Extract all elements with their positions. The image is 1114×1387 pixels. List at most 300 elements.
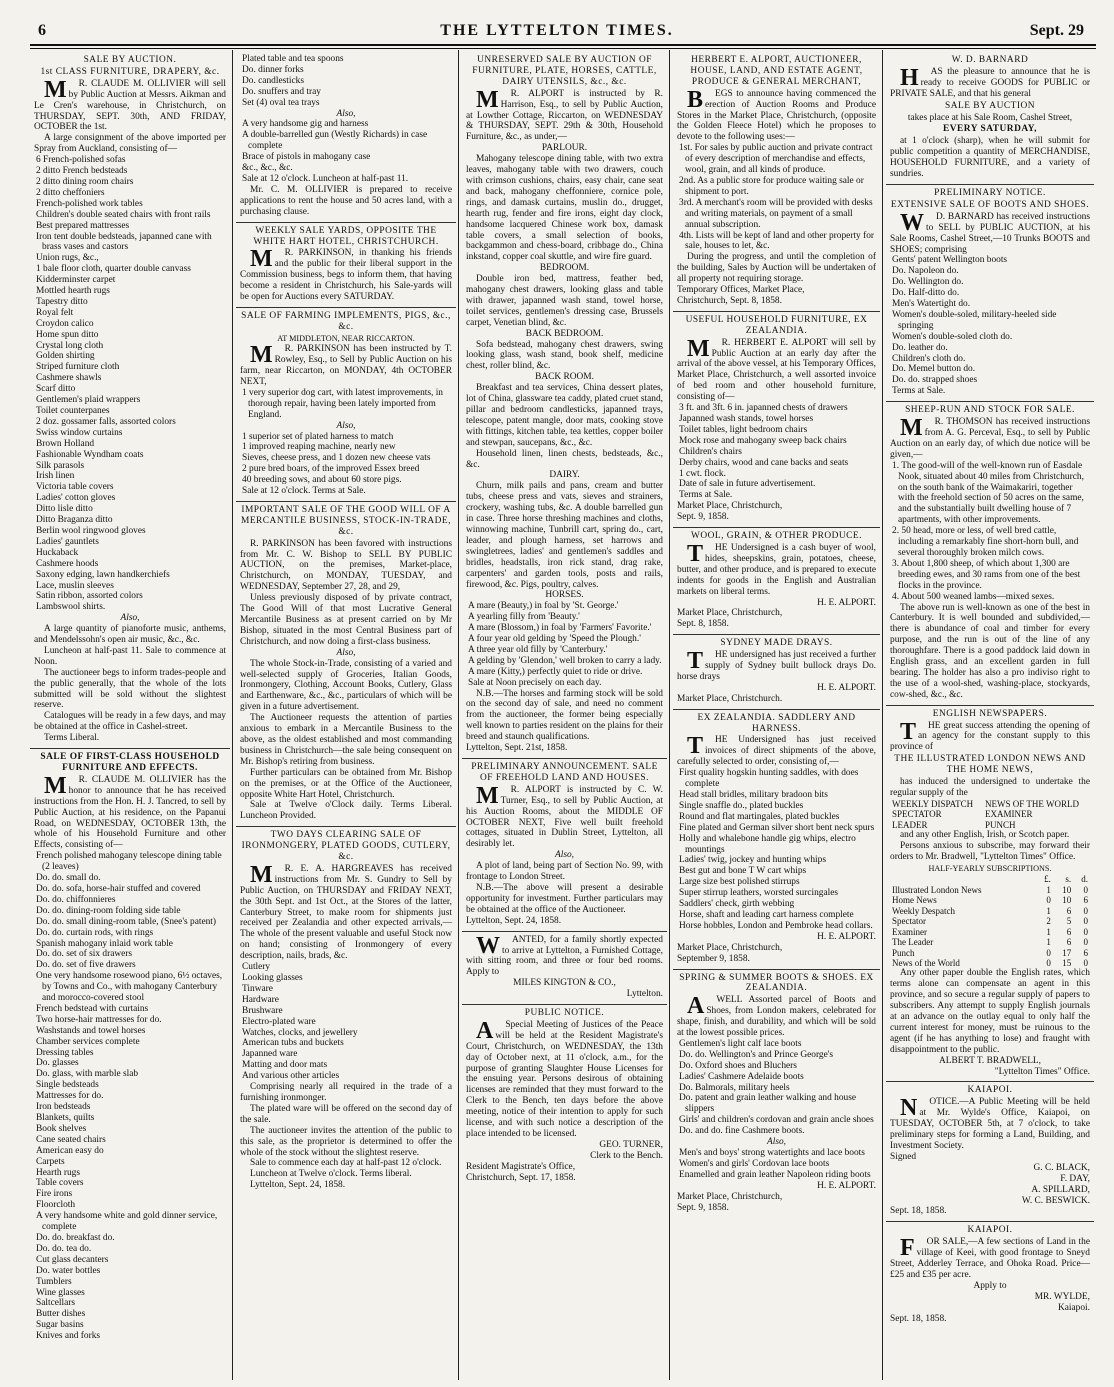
- list-item: And various other articles: [242, 1071, 340, 1082]
- page-number: 6: [38, 22, 46, 39]
- list-item: Golden shirting: [36, 351, 95, 362]
- list-item: Large size best polished stirrups: [679, 877, 800, 888]
- table-cell: 6: [1066, 926, 1072, 937]
- advert-body: R. THOMSON has received instructions from A. G. Perceval, Esq., to sell by Public Auction on an early day, of which due notice will be given,—: [890, 417, 1090, 460]
- advert-body: WELL Assorted parcel of Boots and Shoes, from London makers, celebrated for shape, finish, and durability, and which will be sold at the lowest possible prices.: [677, 995, 876, 1039]
- table-cell: 1: [1046, 926, 1051, 937]
- list-item: Do. Half-ditto do.: [892, 288, 960, 299]
- list-item: Hearth rugs: [36, 1167, 80, 1178]
- advert-body: EGS to announce having commenced the erection of Auction Rooms and Produce Stores in the Market Place, Christchurch, (opposite the Golden Fleece Hotel) which he proposes to devote to the following uses:—: [677, 88, 876, 143]
- list-item: G. C. BLACK,: [1033, 1162, 1090, 1173]
- list-item: 2 doz. gossamer falls, assorted colors: [36, 416, 176, 427]
- item-list: [240, 119, 452, 184]
- list-item: One very handsome rosewood piano, 6½ octaves, by Towns and Co., with mahogany Canterbury and morocco-covered stool: [36, 971, 223, 1004]
- advert-body: D. BARNARD has received instructions to SELL by PUBLIC AUCTION, at his Sale Rooms, Cashel Street,—10 Trunks BOOTS and SHOES; comprising: [890, 211, 1090, 255]
- list-item: Union rugs, &c.,: [36, 253, 99, 264]
- table-row: [890, 916, 1090, 926]
- advert-heading: SALE OF FIRST-CLASS HOUSEHOLD FURNITURE AND EFFECTS.: [40, 752, 220, 773]
- list-item: Mattresses for do.: [36, 1091, 104, 1102]
- list-item: French-polished work tables: [36, 198, 143, 209]
- advert-place: Market Place, Christchurch,: [677, 608, 783, 619]
- list-item: 3 ft. and 3ft. 6 in. japanned chests of drawers: [679, 403, 848, 414]
- list-item: Chamber services complete: [36, 1036, 140, 1047]
- advert-body: R. ALPORT is instructed by C. W. Turner, Esq., to sell by Public Auction, at his Auction Rooms, about the MIDDLE OF OCTOBER NEXT, Five well built freehold cottages, situated in Dublin Street, Lyttelton, all desirably let.: [466, 784, 663, 850]
- list-item: American tubs and buckets: [242, 1038, 344, 1049]
- advert-farming-implements: [236, 311, 456, 502]
- list-item: Brown Holland: [36, 438, 95, 449]
- section-heading: BEDROOM.: [539, 263, 590, 274]
- advert-heading: KAIAPOI.: [967, 1225, 1013, 1236]
- advert-kaiapoi-meeting: [886, 1085, 1094, 1222]
- advert-household-furniture: [673, 315, 880, 528]
- list-item: Mottled hearth rugs: [36, 286, 110, 297]
- list-item: Do. glass, with marble slab: [36, 1069, 139, 1080]
- advert-saddlery: [673, 713, 880, 970]
- table-cell: 0: [1083, 937, 1088, 948]
- table-cell: The Leader: [892, 937, 934, 948]
- list-item: Fine plated and German silver short bent neck spurs: [679, 822, 875, 833]
- list-item: Table covers: [36, 1178, 84, 1189]
- list-item: Berlin wool ringwood gloves: [36, 525, 146, 536]
- list-item: Brace of pistols in mahogany case: [242, 152, 371, 163]
- paragraph: Sale to commence each day at half-past 12 o'clock.: [250, 1158, 442, 1169]
- advert-place: Market Place, Christchurch,: [677, 942, 783, 953]
- drop-cap: M: [476, 86, 499, 113]
- advert-barnard: [886, 55, 1094, 185]
- list-item: Do. leather do.: [892, 342, 948, 353]
- list-item: Do. patent and grain leather walking and house slippers: [679, 1093, 857, 1115]
- item-list: [240, 432, 452, 497]
- table-cell: 1: [1046, 937, 1051, 948]
- list-item: Do. do. small dining-room table, (Snee's patent): [36, 916, 217, 927]
- list-item: Do. dinner forks: [242, 64, 304, 75]
- paragraph: Sale at Twelve o'Clock daily. Terms Liberal. Luncheon Provided.: [240, 800, 452, 822]
- table-cell: 6: [1066, 905, 1072, 916]
- item-list: [677, 1039, 876, 1137]
- column-divider: [232, 50, 233, 1380]
- list-item: Toilet counterpanes: [36, 406, 110, 416]
- advert-subheading: THE ILLUSTRATED LONDON NEWS AND THE HOME NEWS,: [894, 754, 1086, 776]
- advert-heading: TWO DAYS CLEARING SALE OF IRONMONGERY, PLATED GOODS, CUTLERY, &c.: [241, 830, 451, 863]
- drop-cap: M: [900, 415, 923, 442]
- list-item: Do. do. set of six drawers: [36, 949, 133, 960]
- column-divider: [669, 50, 670, 1380]
- table-cell: 10: [1062, 884, 1072, 895]
- drop-cap: M: [250, 246, 273, 273]
- list-item: 1. The good-will of the well-known run of Easdale Nook, situated about 40 miles from Christchurch, on the south bank of the Waimakariri, together with the freehold section of 50 acres on the same, and the substantially built dwelling house of 7 apartments, with other improvements.: [892, 460, 1084, 526]
- list-item: Wine glasses: [36, 1287, 85, 1298]
- drop-cap: T: [687, 733, 704, 760]
- list-item: Terms at Sale.: [679, 490, 733, 501]
- advert-heading: USEFUL HOUSEHOLD FURNITURE, EX ZEALANDIA.: [685, 314, 868, 336]
- list-item: Hardware: [242, 994, 279, 1005]
- table-row: [890, 927, 1090, 937]
- list-item: Saxony edging, lawn handkerchiefs: [36, 569, 170, 580]
- list-item: 1 bale floor cloth, quarter double canvass: [36, 264, 191, 275]
- advert-signature: MILES KINGTON & CO.,: [513, 978, 616, 989]
- list-item: Men's Watertight do.: [892, 299, 971, 310]
- item-list: [34, 155, 226, 613]
- list-item: Tapestry ditto: [36, 296, 88, 307]
- table-row: [890, 937, 1090, 947]
- list-item: Single snaffle do., plated buckles: [679, 800, 804, 811]
- section-heading: BACK BEDROOM.: [525, 328, 604, 339]
- list-item: 2 ditto cheffoniers: [36, 187, 105, 198]
- list-item: 2 pure bred boars, of the improved Essex breed: [242, 464, 420, 475]
- advert-body: During the progress, and until the completion of the building, Sales by Auction will be undertaken of all property not requiring storage.: [677, 252, 876, 285]
- list-item: Children's chairs: [679, 446, 742, 457]
- list-item: Spanish mahogany inlaid work table: [36, 938, 173, 949]
- table-row: [890, 906, 1090, 916]
- advert-sydney-drays: [673, 638, 880, 709]
- advert-date: Lyttelton, Sept. 24, 1858.: [466, 915, 562, 926]
- list-item: Japanned ware: [242, 1049, 298, 1060]
- advert-paragraphs: [240, 1082, 452, 1191]
- advert-date: Sept. 18, 1858.: [890, 1206, 947, 1217]
- table-cell: Weekly Despatch: [892, 905, 955, 916]
- item-list: [890, 461, 1090, 603]
- drop-cap: A: [687, 993, 705, 1020]
- paper-name: WEEKLY DISPATCH: [892, 798, 974, 809]
- list-item: 1 superior set of plated harness to match: [242, 431, 394, 442]
- list-item: Cutlery: [242, 962, 271, 973]
- table-cell: 5: [1066, 916, 1072, 927]
- advert-date: Christchurch, Sept. 17, 1858.: [466, 1172, 576, 1183]
- section-body: Household linen, linen chests, bedsteads, &c., &c.: [466, 448, 663, 470]
- drop-cap: W: [476, 932, 500, 959]
- list-item: Women's and girls' Cordovan lace boots: [679, 1158, 830, 1169]
- list-item: Do. do. breakfast do.: [36, 1232, 115, 1243]
- list-item: Terms at Sale.: [892, 386, 946, 397]
- drop-cap: M: [44, 772, 67, 799]
- column-divider: [882, 50, 883, 1380]
- column-4: [673, 54, 880, 1380]
- list-item: Do. do. curtain rods, with rings: [36, 927, 154, 938]
- advert-heading: SHEEP-RUN AND STOCK FOR SALE.: [905, 405, 1075, 416]
- advert-body: OR SALE,—A few sections of Land in the village of Keei, with good frontage to Sneyd Street, Adderley Terrace, and Ohoka Road. Price—£25 and £35 per acre.: [890, 1237, 1090, 1280]
- list-item: Watches, clocks, and jewellery: [242, 1027, 358, 1038]
- advert-body: Persons anxious to subscribe, may forward their orders to Mr. Bradwell, "Lyttelton Times" Office.: [890, 841, 1090, 863]
- item-list: [466, 601, 663, 688]
- list-item: American easy do: [36, 1145, 104, 1156]
- list-item: 1 very superior dog cart, with latest improvements, in thorough repair, having been lately imported from England.: [242, 387, 443, 420]
- advert-office: Resident Magistrate's Office,: [466, 1161, 576, 1172]
- list-item: Horse, shaft and leading cart harness complete: [679, 909, 854, 920]
- advert-ollivier-household: [30, 752, 230, 1346]
- advert-body: R. PARKINSON has been instructed by T. Rowley, Esq., to Sell by Public Auction on his farm, near Riccarton, on MONDAY, 4th OCTOBER NEXT,: [240, 344, 452, 387]
- paragraph: Lyttelton, Sept. 24, 1858.: [250, 1180, 346, 1191]
- advert-boots-preliminary: [886, 188, 1094, 402]
- list-item: A double-barrelled gun (Westly Richards) in case complete: [242, 130, 428, 152]
- list-item: Tinware: [242, 983, 273, 994]
- advert-subheading: EVERY SATURDAY,: [943, 124, 1037, 135]
- table-cell: 0: [1083, 884, 1088, 895]
- list-item: Single bedsteads: [36, 1080, 99, 1091]
- list-item: Sieves, cheese press, and 1 dozen new cheese vats: [242, 453, 431, 464]
- header-rule: [30, 44, 1096, 46]
- table-row: [890, 948, 1090, 958]
- column-divider: [458, 50, 459, 1380]
- list-item: Ladies' gauntlets: [36, 536, 99, 547]
- list-item: Saltcellars: [36, 1298, 76, 1309]
- newspaper-names-table: [890, 799, 1090, 830]
- list-item: A very handsome gig and harness: [242, 119, 369, 130]
- advert-subheading: SALE BY AUCTION: [945, 100, 1035, 111]
- paper-name: NEWS OF THE WORLD: [985, 798, 1079, 809]
- section-body: Churn, milk pails and pans, cream and butter tubs, cheese press and vats, sieves and strainers, crockery, washing tubs, &c. A double barrelled gun in case. Three horse threshing machines and cloths, winnowing machine, Tunbrill cart, spring do., cart, leader, and plough harness, set harrows and swingletrees, ladies' and gentlemen's saddles and bridles, headstalls, iron rick stand, drag rake, carpenters' and garden tools, posts and rails, firewood, &c. Pigs, poultry, calves.: [466, 481, 663, 590]
- list-item: Scarf ditto: [36, 384, 76, 395]
- drop-cap: T: [900, 718, 917, 745]
- paragraph: Comprising nearly all required in the trade of a furnishing ironmonger.: [240, 1082, 452, 1103]
- advert-body: at 1 o'clock (sharp), when he will submit for public competition a quantity of MERCHANDISE, HOUSEHOLD FURNITURE, and a variety of sundries.: [890, 136, 1090, 180]
- advert-paragraphs: [34, 624, 226, 744]
- advert-unreserved-sale: [462, 55, 667, 759]
- advert-body: R. ALPORT is instructed by R. Harrison, Esq., to sell by Public Auction, at Lowther Cottage, Riccarton, on WEDNESDAY & THURSDAY, SEPT. 29th & 30th, Household Furniture, &c., as under,—: [466, 88, 663, 143]
- advert-body: The above run is well-known as one of the best in Canterbury. It is well bounded and subdivided,—there is abundance of coal and timber for every purpose, and the run is out of the line of any thoroughfare. There is a good paddock laid down in English grass, and an excellent garden in full bearing. The holder has also a pro indiviso right to the use of a wool-shed, washing-place, stockyards, cow-shed, &c., &c.: [890, 602, 1090, 700]
- table-cell: Home News: [892, 895, 937, 906]
- item-list: [240, 388, 452, 421]
- advert-heading: PRELIMINARY ANNOUNCEMENT. SALE OF FREEHOLD LAND AND HOUSES.: [471, 762, 658, 783]
- list-item: Girls' and children's cordovan and grain ancle shoes: [679, 1115, 874, 1126]
- paragraph: Terms Liberal.: [44, 733, 100, 744]
- list-item: Super stirrup leathers, worsted surcingales: [679, 888, 839, 899]
- also-label: Also,: [336, 420, 356, 431]
- table-row: [890, 895, 1090, 905]
- advert-signature: H. E. ALPORT.: [817, 931, 876, 942]
- list-item: French polished mahogany telescope dining table (2 leaves): [36, 851, 222, 873]
- list-item: Croydon calico: [36, 318, 94, 329]
- table-cell: 2: [1046, 916, 1051, 927]
- table-cell: 15: [1062, 957, 1072, 968]
- table-row: [890, 958, 1090, 968]
- list-item: Fashionable Wyndham coats: [36, 449, 144, 460]
- list-item: Holly and whalebone handle gig whips, electro mountings: [679, 833, 856, 855]
- table-cell: Illustrated London News: [892, 884, 982, 895]
- list-item: Irish linen: [36, 471, 75, 482]
- advert-alport-auctioneer: [673, 55, 880, 312]
- paragraph: Catalogues will be ready in a few days, and may be obtained at the office in Cashel-street.: [34, 711, 226, 733]
- list-item: Kidderminster carpet: [36, 275, 116, 286]
- drop-cap: M: [687, 335, 710, 362]
- list-item: Do. candlesticks: [242, 75, 304, 86]
- list-item: A mare (Beauty,) in foal by 'St. George.': [468, 601, 619, 612]
- advert-date: Sept. 9, 1858.: [677, 512, 729, 523]
- list-item: Gentlemen's light calf lace boots: [679, 1038, 802, 1049]
- list-item: Horse hobbles, London and Pembroke head collars.: [679, 920, 873, 931]
- drop-cap: M: [44, 76, 67, 103]
- list-item: French bedstead with curtains: [36, 1003, 149, 1014]
- advert-freehold-land: [462, 762, 667, 932]
- list-item: Dressing tables: [36, 1047, 94, 1058]
- list-item: Home spun ditto: [36, 329, 99, 340]
- table-cell: 6: [1083, 947, 1088, 958]
- paragraph: R. PARKINSON has been favored with instructions from Mr. C. W. Bishop to SELL BY PUBLIC AUCTION, on the premises, Market-place, Christchurch, on MONDAY, TUESDAY, and WEDNESDAY, September 27, 28, and 29,: [240, 538, 452, 593]
- list-item: Butter dishes: [36, 1309, 86, 1320]
- list-item: A three year old filly by 'Canterbury.': [468, 644, 608, 655]
- column-5: [886, 54, 1094, 1380]
- advert-date: Christchurch, Sept. 8, 1858.: [677, 295, 782, 306]
- paragraph: The plated ware will be offered on the second day of the sale.: [240, 1103, 452, 1125]
- advert-heading: WEEKLY SALE YARDS, OPPOSITE THE WHITE HART HOTEL, CHRISTCHURCH.: [253, 225, 439, 247]
- advert-heading: KAIAPOI.: [967, 1085, 1013, 1096]
- drop-cap: T: [687, 540, 704, 567]
- list-item: 2. 50 head, more or less, of well bred cattle, including a remarkably fine short-horn bull, and several thoroughly broken milch cows.: [892, 526, 1079, 558]
- list-item: Blankets, quilts: [36, 1113, 95, 1123]
- list-item: W. C. BESWICK.: [1021, 1195, 1090, 1206]
- list-item: Do. Wellington do.: [892, 277, 964, 288]
- advert-heading: EX ZEALANDIA. SADDLERY AND HARNESS.: [697, 712, 856, 734]
- section-body: Sofa bedstead, mahogany chest drawers, swing looking glass, wash stand, book shelf, medicine chest, roller blind, &c.: [466, 339, 663, 372]
- list-item: Cashmere shawls: [36, 373, 102, 384]
- list-item: 1st. For sales by public auction and private contract of every description of merchandise and effects, wool, grain, and all kinds of produce.: [679, 143, 873, 176]
- list-item: Saddlers' check, girth webbing: [679, 899, 795, 910]
- newspaper-title: THE LYTTELTON TIMES.: [440, 22, 674, 39]
- advert-heading: SALE OF FARMING IMPLEMENTS, PIGS, &c., &c.: [241, 310, 451, 332]
- list-item: Derby chairs, wood and cane backs and seats: [679, 457, 849, 468]
- advert-subheading: AT MIDDLETON, NEAR RICCARTON.: [277, 333, 415, 343]
- advert-body: A large consignment of the above imported per Spray from Auckland, consisting of—: [34, 133, 226, 155]
- table-cell: Spectator: [892, 916, 926, 927]
- section-body: Mahogany telescope dining table, with two extra leaves, mahogany table with two drawers, couch with crimson cushions, chairs, easy chair, cane seat and back, mahogany cheffonniere, cornice pole, rings, and damask curtains, muslin do., drugget, hearth rug, fender and fire irons, eight day clock, handsome lacquered Chinese work box, damask table covers, a small selection of books, backgammon and chess-board, cribbage do., China inkstand, copper coal skuttle, and wire fire guard.: [466, 154, 663, 263]
- list-item: Fire irons: [36, 1189, 73, 1200]
- list-item: Do. water bottles: [36, 1265, 101, 1276]
- list-item: Round and flat martingales, plated buckles: [679, 811, 840, 822]
- list-item: Date of sale in future advertisement.: [679, 479, 816, 490]
- advert-heading: ENGLISH NEWSPAPERS.: [932, 708, 1048, 719]
- table-cell: 6: [1083, 895, 1088, 906]
- advert-signature: MR. WYLDE,: [1034, 1291, 1090, 1302]
- list-item: Ladies' cotton gloves: [36, 493, 116, 504]
- list-item: Striped furniture cloth: [36, 362, 120, 373]
- item-list: [240, 962, 452, 1082]
- list-item: Best gut and bone T W cart whips: [679, 866, 807, 877]
- subscriptions-heading: HALF-YEARLY SUBSCRIPTIONS.: [928, 863, 1052, 873]
- advert-sheep-run: [886, 405, 1094, 705]
- list-item: Iron bedsteads: [36, 1102, 91, 1113]
- advert-body: HE Undersigned is a cash buyer of wool, hides, sheepskins, grain, potatoes, cheese, butter, and other produce, and is prepared to execute indents for goods in the English and Australian markets on liberal terms.: [677, 542, 876, 597]
- advert-body: AS the pleasure to announce that he is ready to receive GOODS for PUBLIC or PRIVATE SALE, and that his general: [890, 66, 1090, 99]
- drop-cap: A: [476, 1017, 494, 1044]
- list-item: Ladies' twig, jockey and hunting whips: [679, 855, 826, 866]
- list-item: Children's cloth do.: [892, 353, 966, 364]
- advert-heading: PUBLIC NOTICE.: [524, 1008, 605, 1019]
- list-item: Two horse-hair mattresses for do.: [36, 1014, 162, 1025]
- list-item: Floorcloth: [36, 1200, 76, 1211]
- list-item: Washstands and towel horses: [36, 1025, 146, 1036]
- list-item: Matting and door mats: [242, 1060, 328, 1071]
- advert-signature: H. E. ALPORT.: [817, 1180, 876, 1191]
- advert-ironmongery: [236, 830, 456, 1195]
- paragraph: Further particulars can be obtained from Mr. Bishop on the premises, or at the Office of the Auctioneer, opposite White Hart Hotel, Christchurch.: [240, 767, 452, 800]
- paragraph: Unless previously disposed of by private contract, The Good Will of that most Lucrative General Mercantile Business as at present carried on by Mr Bishop, situated in the most Central Business part of Christchurch, and now doing a first-class business.: [240, 593, 452, 647]
- advert-body: OTICE.—A Public Meeting will be held at Mr. Wylde's Office, Kaiapoi, on TUESDAY, OCTOBER 5th, at 7 o'clock, to take preliminary steps for forming a Land, Building, and Investment Society.: [890, 1097, 1090, 1151]
- paragraph: A large quantity of pianoforte music, anthems, and Mendelssohn's open air music, &c., &c.: [34, 624, 226, 646]
- item-list: [677, 1148, 876, 1181]
- list-item: Sale at 12 o'clock. Terms at Sale.: [242, 486, 366, 497]
- list-item: A four year old gelding by 'Speed the Plough.': [468, 634, 641, 645]
- list-item: Swiss window curtains: [36, 427, 123, 438]
- section-body: Breakfast and tea services, China dessert plates, lot of China, glassware tea caddy, plated cruet stand, pillar and bedroom candlesticks, japanned trays, telescope, patent mangle, door mats, cooking stove with fittings, kitchen table, tea kettles, copper boiler and stewpan, saucepans, &c., &c.: [466, 383, 663, 448]
- column-2: [236, 54, 456, 1380]
- advert-body: has induced the undersigned to undertake the regular supply of the: [890, 777, 1090, 798]
- list-item: Head stall bridles, military bradoon bits: [679, 790, 828, 800]
- list-item: Set (4) oval tea trays: [242, 97, 320, 108]
- advert-body: and any other English, Irish, or Scotch paper.: [900, 830, 1070, 841]
- table-cell: 17: [1062, 947, 1072, 958]
- advert-date: Sept. 18, 1858.: [890, 1313, 947, 1324]
- advert-heading: SYDNEY MADE DRAYS.: [720, 638, 833, 649]
- col-header: d.: [1081, 874, 1088, 885]
- list-item: Toilet tables, light bedroom chairs: [679, 424, 808, 435]
- advert-signature: ALBERT T. BRADWELL,: [938, 1055, 1042, 1066]
- list-item: Do. Balmorals, military heels: [679, 1082, 790, 1093]
- table-cell: Punch: [892, 947, 915, 958]
- advert-paragraphs: [240, 539, 452, 648]
- item-list: [677, 768, 876, 932]
- advert-signature: H. E. ALPORT.: [817, 597, 876, 608]
- advert-note: Mr. C. M. OLLIVIER is prepared to receive applications to rent the house and 50 acres land, with a purchasing clause.: [240, 184, 452, 217]
- list-item: Do. do. tea do.: [36, 1243, 92, 1254]
- advert-body: R. HERBERT E. ALPORT will sell by Public Auction at an early day after the arrival of the above vessel, at his Temporary Offices, Market Place, Christchurch, a well assorted invoice of bed room and other household furniture, consisting of—: [677, 337, 876, 403]
- table-cell: 6: [1066, 937, 1072, 948]
- list-item: A mare (Kitty,) perfectly quiet to ride or drive.: [468, 666, 643, 677]
- list-item: Do. do. strapped shoes: [892, 375, 978, 386]
- drop-cap: M: [250, 342, 273, 369]
- advert-heading: IMPORTANT SALE OF THE GOOD WILL OF A MERCANTILE BUSINESS, STOCK-IN-TRADE, &c.: [240, 504, 452, 537]
- advert-body: R. PARKINSON, in thanking his friends and the public for their liberal support in the Commission business, begs to inform them, that having become a resident in Christchurch, his Sale-yards will be open for Auctions every SATURDAY.: [240, 248, 452, 303]
- advert-signature-title: Clerk to the Bench.: [590, 1150, 663, 1161]
- list-item: Book shelves: [36, 1123, 87, 1134]
- table-cell: 0: [1083, 916, 1088, 927]
- advert-signature-title: "Lyttelton Times" Office.: [994, 1066, 1090, 1077]
- list-item: A gelding by 'Glendon,' well broken to carry a lady.: [468, 655, 662, 666]
- table-cell: 10: [1062, 895, 1072, 906]
- advert-body: ANTED, for a family shortly expected to arrive at Lyttelton, a Furnished Cottage, with sitting room, and three or four bed rooms. Apply to: [466, 934, 663, 978]
- apply-label: Apply to: [973, 1280, 1007, 1291]
- paper-name: EXAMINER: [985, 809, 1033, 820]
- column-3: [462, 54, 667, 1380]
- advert-signature: GEO. TURNER,: [599, 1139, 663, 1150]
- item-list: [34, 851, 226, 1342]
- paper-name: LEADER: [892, 819, 928, 830]
- list-item: Do. do. dining-room folding side table: [36, 905, 181, 916]
- list-item: Knives and forks: [36, 1331, 101, 1342]
- list-item: Women's double-soled, military-heeled side springing: [892, 309, 1057, 331]
- advert-note: N.B.—The above will present a desirable opportunity for investment. Further particulars may be obtained at the office of the Auctioneer.: [466, 882, 663, 915]
- advert-boots-shoes: [673, 973, 880, 1218]
- advert-note: N.B.—The horses and farming stock will be sold on the second day of sale, and need no comment from the auctioneer, the former being especially well known to parties resident on the plains for their breed and staunch qualifications.: [466, 688, 663, 743]
- advert-body: HE undersigned has just received a further supply of Sydney built bullock drays Do. horse drays: [677, 650, 876, 682]
- list-item: Crystal long cloth: [36, 340, 104, 351]
- list-item: Children's double seated chairs with front rails: [36, 209, 211, 220]
- list-item: Do. Memel button do.: [892, 364, 976, 375]
- section-body: Double iron bed, mattress, feather bed, mahogany chest drawers, looking glass and table with drawer, japanned wash stand, towel horse, toilet services, gentlemen's dressing case, Brussels carpet, Venetian blind, &c.: [466, 274, 663, 328]
- advert-subheading: 1st CLASS FURNITURE, DRAPERY, &c.: [40, 66, 220, 77]
- list-item: Do. glasses: [36, 1058, 79, 1069]
- list-item: Cane seated chairs: [36, 1134, 106, 1145]
- list-item: Sugar basins: [36, 1320, 84, 1331]
- advert-heading: WOOL, GRAIN, & OTHER PRODUCE.: [690, 531, 862, 542]
- signatory-list: [890, 1163, 1090, 1207]
- table-cell: 0: [1046, 947, 1051, 958]
- list-item: Gentlemen's plaid wrappers: [36, 395, 141, 406]
- advert-body: R. CLAUDE M. OLLIVIER will sell by Public Auction at Messrs. Aikman and Le Cren's warehouse, in Christchurch, on THURSDAY, SEPT. 30th, AND FRIDAY, OCTOBER the 1st.: [34, 78, 226, 133]
- advert-kaiapoi-land: [886, 1225, 1094, 1328]
- list-item: Lace, muslin sleeves: [36, 580, 114, 591]
- drop-cap: B: [687, 86, 704, 113]
- list-item: Brushware: [242, 1005, 283, 1016]
- also-label: Also,: [120, 613, 140, 624]
